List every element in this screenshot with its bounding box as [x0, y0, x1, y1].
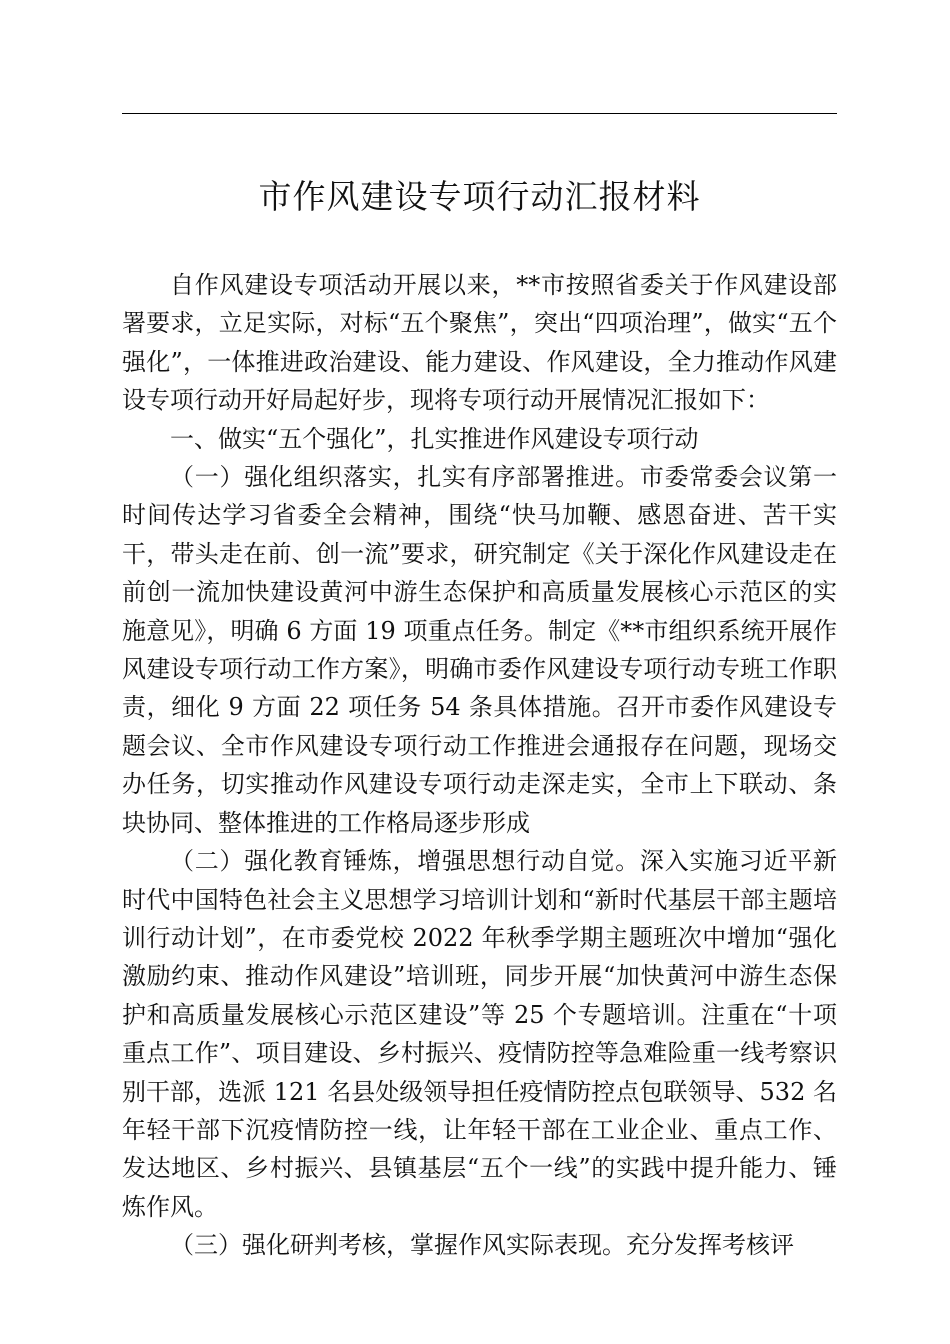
- document-title: 市作风建设专项行动汇报材料: [258, 177, 701, 216]
- subsection-paragraph-3: （三）强化研判考核，掌握作风实际表现。充分发挥考核评: [170, 1231, 794, 1260]
- subsection-paragraph-1: （一）强化组织落实，扎实有序部署推进。市委常委会议第一时间传达学习省委全会精神，围绕“快马加鞭、感恩奋进、苦干实干，带头走在前、创一流”要求，研究制定《关于深化作风建设走在前创一流加快建设黄河中游生态保护和高质量发展核心示范区的实施意见》，明确 6 方面 19 项重点任务。制定《**市组织系统开展作风建设专项行动工作方案》，明确市委作风建设专项行动专班工作职责，细化 9 方面 22 项任务 54 条具体措施。召开市委作风建设专题会议、全市作风建设专项行动工作推进会通报存在问题，现场交办任务，切实推动作风建设专项行动走深走实，全市上下联动、条块协同、整体推进的工作格局逐步形成: [122, 463, 837, 837]
- header-rule: [122, 113, 837, 114]
- document-body: [122, 266, 837, 1265]
- section-heading-1: 一、做实“五个强化”，扎实推进作风建设专项行动: [170, 424, 699, 453]
- intro-paragraph: 自作风建设专项活动开展以来，**市按照省委关于作风建设部署要求，立足实际，对标“五个聚焦”，突出“四项治理”，做实“五个强化”，一体推进政治建设、能力建设、作风建设，全力推动作风建设专项行动开好局起好步，现将专项行动开展情况汇报如下：: [122, 271, 837, 415]
- subsection-paragraph-2: （二）强化教育锤炼，增强思想行动自觉。深入实施习近平新时代中国特色社会主义思想学习培训计划和“新时代基层干部主题培训行动计划”，在市委党校 2022 年秋季学期主题班次中增加“强化激励约束、推动作风建设”培训班，同步开展“加快黄河中游生态保护和高质量发展核心示范区建设”等 25 个专题培训。注重在“十项重点工作”、项目建设、乡村振兴、疫情防控等急难险重一线考察识别干部，选派 121 名县处级领导担任疫情防控点包联领导、532 名年轻干部下沉疫情防控一线，让年轻干部在工业企业、重点工作、发达地区、乡村振兴、县镇基层“五个一线”的实践中提升能力、锤炼作风。: [122, 847, 837, 1221]
